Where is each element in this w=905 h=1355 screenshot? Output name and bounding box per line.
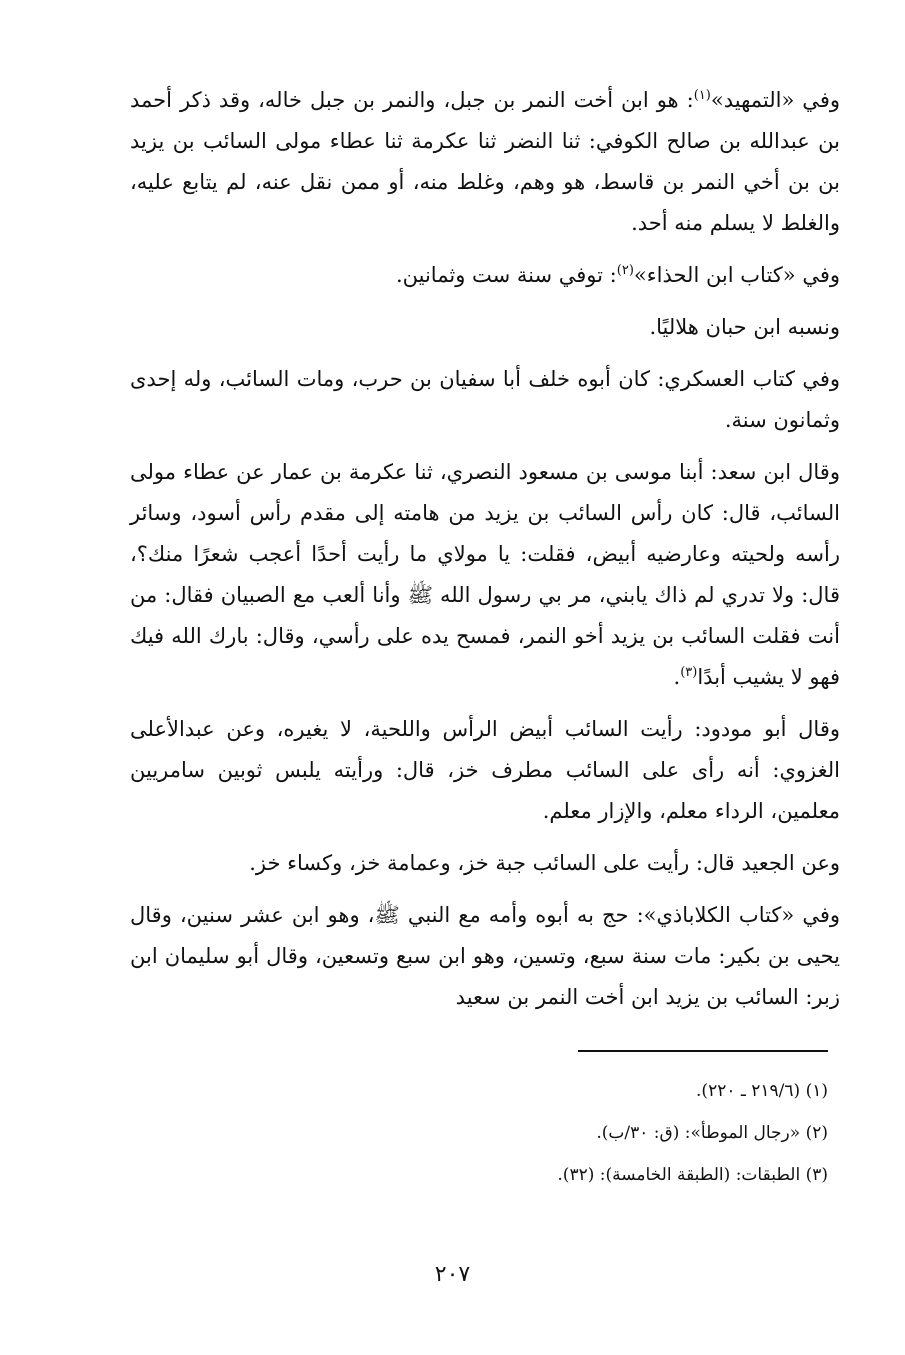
paragraph-tamhid bbox=[130, 80, 840, 244]
main-text bbox=[130, 80, 840, 1018]
paragraph-text: وفي كتاب العسكري: كان أبوه خلف أبا سفيان بن حرب، ومات السائب، وله إحدى وثمانون سنة. bbox=[130, 367, 840, 432]
footnote-divider bbox=[578, 1050, 828, 1052]
paragraph-text: وعن الجعيد قال: رأيت على السائب جبة خز، وعمامة خز، وكساء خز. bbox=[249, 851, 840, 875]
paragraph-text: وفي «كتاب ابن الحذاء» bbox=[633, 263, 840, 287]
paragraph-kalabadhi bbox=[130, 895, 840, 1018]
paragraph-text: : هو ابن أخت النمر بن جبل، والنمر بن جبل خاله، وقد ذكر أحمد بن عبدالله بن صالح الكوفي: ثنا النضر ثنا عكرمة ثنا عطاء مولى السائب بن يزيد بن بن أخي النمر بن قاسط، هو وهم، وغلط منه، أو ممن نقل عنه، لم يتابع عليه، والغلط لا يسلم منه أحد. bbox=[130, 88, 840, 235]
paragraph-text: . bbox=[673, 665, 681, 689]
paragraph-text: : توفي سنة ست وثمانين. bbox=[395, 263, 617, 287]
paragraph-juayd bbox=[130, 843, 840, 884]
page-number: ٢٠٧ bbox=[434, 1262, 471, 1287]
paragraph-ibn-hadhdha bbox=[130, 255, 840, 296]
footnotes bbox=[128, 1070, 828, 1196]
paragraph-text: وفي «كتاب الكلاباذي»: حج به أبوه وأمه مع النبي ﷺ، وهو ابن عشر سنين، وقال يحيى بن بكير: مات سنة سبع، وتسين، وهو ابن سبع وتسعين، وقال أبو سليمان ابن زبر: السائب بن يزيد ابن أخت النمر بن سعيد bbox=[130, 903, 840, 1009]
paragraph-text: وفي «التمهيد» bbox=[710, 88, 840, 112]
paragraph-ibn-saad bbox=[130, 452, 840, 698]
paragraph-ibn-hibban bbox=[130, 307, 840, 348]
footnote-ref: (١) bbox=[693, 88, 711, 103]
paragraph-askari bbox=[130, 359, 840, 441]
footnote-ref: (٣) bbox=[680, 665, 698, 680]
footnote-ref: (٢) bbox=[616, 263, 634, 278]
paragraph-abu-mawdud bbox=[130, 709, 840, 832]
footnote-1: (١) (٢١٩/٦ ـ ٢٢٠). bbox=[696, 1081, 828, 1101]
footnote-2: (٢) «رجال الموطأ»: (ق: ٣٠/ب). bbox=[596, 1123, 828, 1143]
footnote-3: (٣) الطبقات: (الطبقة الخامسة): (٣٢). bbox=[557, 1165, 828, 1185]
paragraph-text: ونسبه ابن حبان هلاليًا. bbox=[649, 315, 840, 339]
paragraph-text: وقال ابن سعد: أبنا موسى بن مسعود النصري، ثنا عكرمة بن عمار عن عطاء مولى السائب، قال: كان رأس السائب بن يزيد من هامته إلى مقدم رأس أسود، وسائر رأسه ولحيته وعارضيه أبيض، فقلت: يا مولاي ما رأيت أحدًا أعجب شعرًا منك؟، قال: ولا تدري لم ذاك يابني، مر بي رسول الله ﷺ وأنا ألعب مع الصبيان فقال: من أنت فقلت السائب بن يزيد أخو النمر، فمسح يده على رأسي، وقال: بارك الله فيك فهو لا يشيب أبدًا bbox=[130, 460, 840, 689]
paragraph-text: وقال أبو مودود: رأيت السائب أبيض الرأس واللحية، لا يغيره، وعن عبدالأعلى الغزوي: أنه رأى على السائب مطرف خز، قال: ورأيته يلبس ثوبين سامريين معلمين، الرداء معلم، والإزار معلم. bbox=[130, 717, 840, 823]
